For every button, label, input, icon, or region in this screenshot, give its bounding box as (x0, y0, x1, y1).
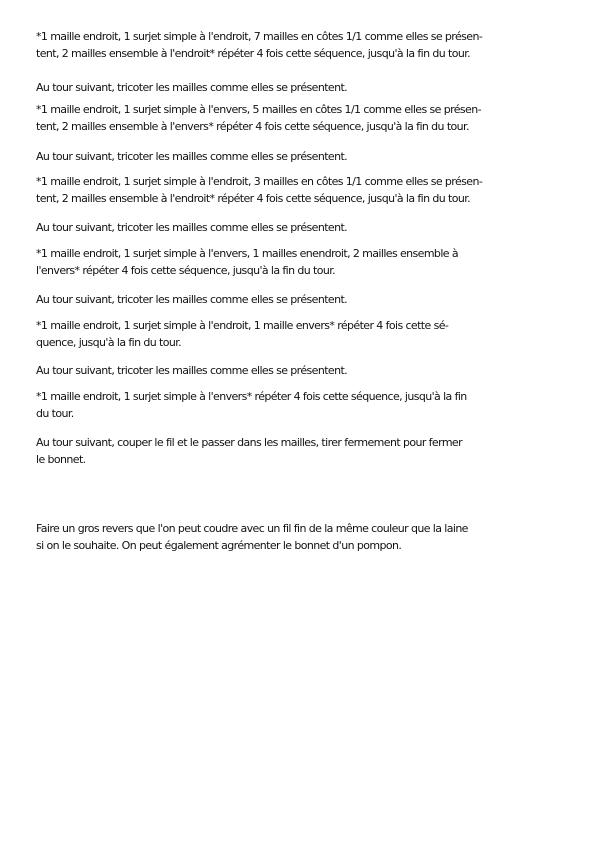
text-line: tent, 2 mailles ensemble à l'endroit* répéter 4 fois cette séquence, jusqu'à la fin du tour. (36, 47, 471, 60)
text-line: du tour. (36, 407, 74, 420)
closing-paragraph (36, 520, 564, 554)
instruction-paragraph (36, 245, 564, 279)
text-line: *1 maille endroit, 1 surjet simple à l'endroit, 1 maille envers* répéter 4 fois cette sé- (36, 319, 449, 332)
instruction-paragraph (36, 173, 564, 207)
instruction-paragraph (36, 28, 564, 62)
text-line: *1 maille endroit, 1 surjet simple à l'envers, 1 mailles enendroit, 2 mailles ensemble à (36, 247, 458, 260)
instruction-paragraph (36, 219, 564, 236)
text-line: Faire un gros revers que l'on peut coudre avec un fil fin de la même couleur que la laine (36, 522, 468, 535)
text-line: tent, 2 mailles ensemble à l'envers* répéter 4 fois cette séquence, jusqu'à la fin du tour. (36, 120, 469, 133)
instruction-paragraph (36, 79, 564, 96)
text-line: *1 maille endroit, 1 surjet simple à l'endroit, 3 mailles en côtes 1/1 comme elles se présen- (36, 175, 483, 188)
text-line: *1 maille endroit, 1 surjet simple à l'envers, 5 mailles en côtes 1/1 comme elles se présen- (36, 103, 481, 116)
text-line: Au tour suivant, tricoter les mailles comme elles se présentent. (36, 221, 348, 234)
text-line: *1 maille endroit, 1 surjet simple à l'envers* répéter 4 fois cette séquence, jusqu'à la fin (36, 390, 467, 403)
instruction-paragraph (36, 291, 564, 308)
text-line: le bonnet. (36, 453, 86, 466)
instruction-paragraph (36, 101, 564, 135)
text-line: tent, 2 mailles ensemble à l'endroit* répéter 4 fois cette séquence, jusqu'à la fin du tour. (36, 192, 471, 205)
text-line: si on le souhaite. On peut également agrémenter le bonnet d'un pompon. (36, 539, 402, 552)
text-line: Au tour suivant, tricoter les mailles comme elles se présentent. (36, 150, 348, 163)
text-line: Au tour suivant, tricoter les mailles comme elles se présentent. (36, 364, 348, 377)
instruction-paragraph (36, 317, 564, 351)
instruction-paragraph (36, 434, 564, 468)
text-line: *1 maille endroit, 1 surjet simple à l'endroit, 7 mailles en côtes 1/1 comme elles se présen- (36, 30, 483, 43)
text-line: Au tour suivant, tricoter les mailles comme elles se présentent. (36, 81, 348, 94)
text-line: quence, jusqu'à la fin du tour. (36, 336, 182, 349)
text-line: Au tour suivant, tricoter les mailles comme elles se présentent. (36, 293, 348, 306)
text-line: Au tour suivant, couper le fil et le passer dans les mailles, tirer fermement pour fermer (36, 436, 463, 449)
instruction-paragraph (36, 362, 564, 379)
instruction-paragraph (36, 388, 564, 422)
instruction-paragraph (36, 148, 564, 165)
text-line: l'envers* répéter 4 fois cette séquence, jusqu'à la fin du tour. (36, 264, 336, 277)
